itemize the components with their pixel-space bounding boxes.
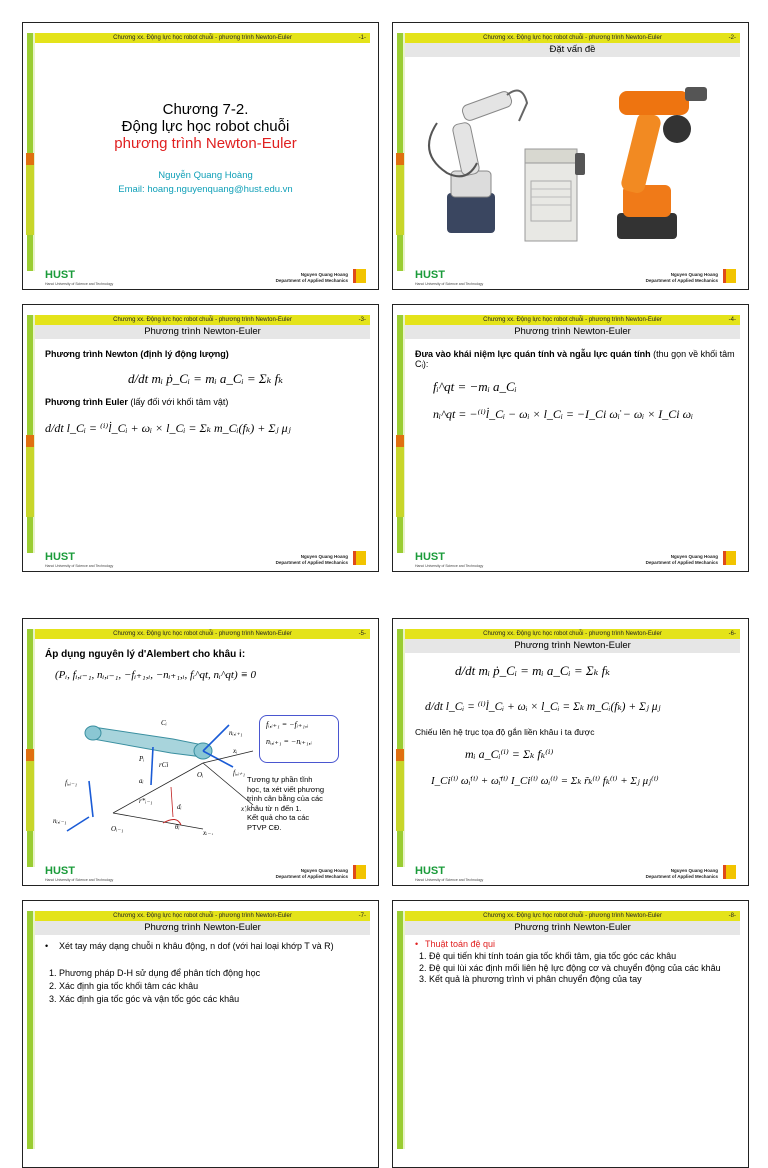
slide-4	[392, 304, 749, 572]
hust-subtitle: Hanoi University of Science and Technology	[415, 282, 484, 286]
slide-title: Phương trình Newton-Euler	[405, 325, 740, 339]
slide-side-bar-light	[403, 33, 405, 271]
euler-heading-note: (lấy đối với khối tâm vật)	[127, 397, 229, 407]
label-n-i-ip1: nᵢ,ᵢ₊₁	[229, 729, 243, 737]
step-item: 1. Đệ qui tiến khi tính toán gia tốc khối tâm, gia tốc góc các khâu	[429, 951, 736, 963]
footer-author: Nguyen Quang Hoang	[670, 272, 718, 277]
controller-cabinet-image	[525, 149, 585, 241]
chapter-subtitle: phương trình Newton-Euler	[114, 135, 297, 152]
hust-logo: HUST	[415, 551, 445, 563]
slide-6	[392, 618, 749, 886]
euler-heading	[45, 397, 366, 407]
inertia-intro-note: (thu gọn về khối tâm Cᵢ):	[415, 349, 735, 369]
footer-dept: Department of Applied Mechanics	[645, 874, 718, 879]
slide-side-bar-light	[403, 629, 405, 867]
bullet-item	[45, 941, 366, 951]
moment-vector-top	[203, 725, 229, 751]
footer-author: Nguyen Quang Hoang	[300, 868, 348, 873]
hust-logo: HUST	[45, 865, 75, 877]
newton-equation: d/dt mᵢ ṗ_Cᵢ = mᵢ a_Cᵢ = Σₖ fₖ	[455, 663, 610, 678]
slide-body	[415, 663, 736, 787]
axis-xprime-line	[203, 763, 253, 805]
slide-side-bar-light	[403, 911, 405, 1149]
slide-8	[392, 900, 749, 1168]
note-text	[247, 775, 324, 832]
projection-text: Chiếu lên hệ trục tọa độ gắn liền khâu i ta được	[415, 727, 595, 737]
reaction-force-eq: fᵢ,ᵢ₊₁ = −fᵢ₊₁,ᵢ	[266, 720, 309, 729]
side-tag-bar	[26, 761, 34, 831]
slide-side-bar-light	[33, 33, 35, 271]
slide-side-bar-light	[403, 315, 405, 553]
side-tag	[396, 153, 404, 165]
slide-1	[22, 22, 379, 290]
dept-logo	[723, 551, 736, 565]
slide-body	[415, 349, 736, 422]
slide-body	[45, 349, 366, 436]
slide-title: Phương trình Newton-Euler	[35, 921, 370, 935]
label-xprime-i: x'ᵢ	[241, 805, 247, 813]
slide-3	[22, 304, 379, 572]
label-f-i-im1: fᵢ,ᵢ₋₁	[65, 779, 78, 787]
slide-title: Đặt vấn đề	[405, 43, 740, 57]
slide-body	[415, 939, 736, 986]
euler-heading-bold: Phương trình Euler	[45, 397, 128, 407]
slide-header: Chương xx. Động lực học robot chuỗi - phương trình Newton-Euler	[405, 629, 740, 639]
weight-vector	[151, 747, 153, 785]
projected-newton-eq: mᵢ a_Cᵢ⁽ⁱ⁾ = Σₖ fₖ⁽ⁱ⁾	[465, 747, 554, 761]
slide-header: Chương xx. Động lực học robot chuỗi - phương trình Newton-Euler	[35, 911, 370, 921]
slide-number: -2-	[728, 35, 736, 41]
slide-header: Chương xx. Động lực học robot chuỗi - phương trình Newton-Euler	[35, 315, 370, 325]
dalembert-equation: (Pᵢ, fᵢ,ᵢ₋₁, nᵢ,ᵢ₋₁, −fᵢ₊₁,ᵢ, −nᵢ₊₁,ᵢ, fᵢ^qt, nᵢ^qt) ≡ 0	[55, 669, 257, 681]
slide-number: -8-	[728, 913, 736, 919]
bullet-text: Thuật toán đệ qui	[425, 939, 496, 949]
hust-logo: HUST	[45, 551, 75, 563]
note-line: Kết quả cho ta các	[247, 813, 310, 822]
bullet-item	[415, 939, 736, 949]
link-diagram	[53, 705, 263, 835]
hust-logo: HUST	[415, 269, 445, 281]
footer-dept: Department of Applied Mechanics	[275, 560, 348, 565]
chapter-number: Chương 7-2.	[162, 101, 249, 118]
label-x-im1: xᵢ₋₁	[203, 829, 214, 835]
footer-dept: Department of Applied Mechanics	[645, 560, 718, 565]
label-di: dᵢ	[177, 803, 182, 811]
projected-euler-eq: I_Ci⁽ⁱ⁾ ω̇ᵢ⁽ⁱ⁾ + ω̃ᵢ⁽ⁱ⁾ I_Ci⁽ⁱ⁾ ωᵢ⁽ⁱ⁾ = Σₖ r̃ₖ⁽ⁱ⁾ fₖ⁽ⁱ⁾ + Σⱼ μⱼ⁽ⁱ⁾	[431, 775, 659, 787]
slide-body	[45, 649, 366, 681]
step-item: 3. Xác định gia tốc góc và vận tốc góc các khâu	[59, 993, 366, 1006]
slide-number: -6-	[728, 631, 736, 637]
side-tag	[396, 749, 404, 761]
slide-number: -1-	[358, 35, 366, 41]
bullet-dot: •	[45, 941, 49, 951]
label-ai: aᵢ	[139, 777, 144, 785]
step-item: 2. Xác định gia tốc khối tâm các khâu	[59, 980, 366, 993]
dept-logo	[353, 551, 366, 565]
note-line: PTVP CĐ.	[247, 822, 282, 832]
inertia-force-equation: fᵢ^qt = −mᵢ a_Cᵢ	[433, 379, 517, 394]
reaction-moment-eq: nᵢ,ᵢ₊₁ = −nᵢ₊₁,ᵢ	[266, 737, 312, 746]
label-pi: Pᵢ	[139, 755, 145, 763]
hust-subtitle: Hanoi University of Science and Technology	[45, 878, 114, 882]
newton-heading: Phương trình Newton (định lý động lượng)	[45, 349, 229, 359]
reaction-box	[259, 715, 339, 763]
side-tag-bar	[26, 165, 34, 235]
side-tag-bar	[396, 165, 404, 235]
label-n-i-im1: nᵢ,ᵢ₋₁	[53, 817, 67, 825]
note-line: khâu từ n đến 1.	[247, 803, 302, 813]
hust-subtitle: Hanoi University of Science and Technology	[415, 564, 484, 568]
moment-vector-left	[67, 817, 89, 831]
dept-logo	[723, 269, 736, 283]
force-vector-left	[89, 781, 93, 817]
label-rci: rCi	[159, 761, 169, 769]
author-email: Email: hoang.nguyenquang@hust.edu.vn	[118, 184, 293, 195]
axis-xi-1-line	[113, 813, 203, 829]
slide-header: Chương xx. Động lực học robot chuỗi - phương trình Newton-Euler	[35, 33, 370, 43]
dalembert-heading: Áp dụng nguyên lý d'Alembert cho khâu i:	[45, 649, 246, 660]
orange-robot-image	[617, 87, 707, 239]
slide-2	[392, 22, 749, 290]
step-item: 2. Đệ qui lùi xác định mối liên hệ lực động cơ và chuyển động của các khâu	[429, 963, 736, 975]
label-xi: xᵢ	[233, 747, 238, 755]
title-block	[45, 101, 366, 195]
label-o-im1: Oᵢ₋₁	[111, 825, 124, 833]
chapter-title: Động lực học robot chuỗi	[121, 118, 290, 135]
slide-5	[22, 618, 379, 886]
slide-7	[22, 900, 379, 1168]
footer-dept: Department of Applied Mechanics	[275, 874, 348, 879]
hust-logo: HUST	[45, 269, 75, 281]
slide-number: -4-	[728, 317, 736, 323]
slide-side-bar-light	[33, 629, 35, 867]
note-line: học, ta xét viết phương	[247, 784, 325, 794]
axis-line-1	[113, 763, 203, 813]
footer-author: Nguyen Quang Hoang	[300, 272, 348, 277]
inertia-moment-equation: nᵢ^qt = −⁽ⁱ⁾l̇_Cᵢ − ωᵢ × l_Cᵢ = −I_Ci ω̇ᵢ − ωᵢ × I_Ci ωᵢ	[433, 407, 694, 421]
footer-dept: Department of Applied Mechanics	[275, 278, 348, 283]
side-tag	[26, 435, 34, 447]
slide-title: Phương trình Newton-Euler	[35, 325, 370, 339]
footer-dept: Department of Applied Mechanics	[645, 278, 718, 283]
side-tag	[396, 435, 404, 447]
link-body	[85, 726, 212, 759]
label-theta: θᵢ	[175, 823, 180, 831]
slide-side-bar-light	[33, 911, 35, 1149]
side-tag-bar	[26, 447, 34, 517]
frame-lines	[113, 751, 253, 829]
euler-equation: d/dt l_Cᵢ = ⁽ⁱ⁾l̇_Cᵢ + ωᵢ × l_Cᵢ = Σₖ m_Cᵢ(fₖ) + Σⱼ μⱼ	[425, 701, 661, 713]
dept-logo	[723, 865, 736, 879]
author-name: Nguyễn Quang Hoàng	[158, 170, 253, 181]
label-f-i-ip1: fᵢ,ᵢ₊₁	[233, 769, 246, 777]
step-item: 3. Kết quả là phương trình vi phân chuyển động của tay	[429, 974, 736, 986]
hust-subtitle: Hanoi University of Science and Technology	[45, 564, 114, 568]
bullet-text: Xét tay máy dạng chuỗi n khâu động, n dof (với hai loại khớp T và R)	[59, 941, 334, 951]
footer-author: Nguyen Quang Hoang	[670, 868, 718, 873]
dept-logo	[353, 269, 366, 283]
hust-subtitle: Hanoi University of Science and Technology	[415, 878, 484, 882]
side-tag	[26, 749, 34, 761]
slide-header: Chương xx. Động lực học robot chuỗi - phương trình Newton-Euler	[35, 629, 370, 639]
note-line: Tương tự phần tĩnh	[247, 775, 313, 784]
steps-list	[415, 951, 736, 986]
slide-number: -5-	[358, 631, 366, 637]
side-tag	[26, 153, 34, 165]
slide-number: -3-	[358, 317, 366, 323]
dept-logo	[353, 865, 366, 879]
offset-line	[171, 787, 173, 817]
bullet-dot: •	[415, 939, 419, 949]
footer-author: Nguyen Quang Hoang	[670, 554, 718, 559]
slide-header: Chương xx. Động lực học robot chuỗi - phương trình Newton-Euler	[405, 315, 740, 325]
euler-equation: d/dt l_Cᵢ = ⁽ⁱ⁾l̇_Cᵢ + ωᵢ × l_Cᵢ = Σₖ m_Cᵢ(fₖ) + Σⱼ μⱼ	[45, 421, 291, 435]
side-tag-bar	[396, 761, 404, 831]
slide-header: Chương xx. Động lực học robot chuỗi - phương trình Newton-Euler	[405, 911, 740, 921]
note-line: trình cân bằng của các	[247, 794, 323, 803]
steps-list	[45, 967, 366, 1006]
slide-body	[45, 941, 366, 1006]
label-oi: Oᵢ	[197, 771, 204, 779]
robot-images	[407, 63, 743, 255]
hust-logo: HUST	[415, 865, 445, 877]
slide-number: -7-	[358, 913, 366, 919]
label-r-star: r*ᵢ₋₁	[139, 797, 153, 805]
step-item: 1. Phương pháp D-H sử dụng để phân tích động học	[59, 967, 366, 980]
side-tag-bar	[396, 447, 404, 517]
inertia-intro	[415, 349, 736, 369]
slide-title: Phương trình Newton-Euler	[405, 921, 740, 935]
footer-author: Nguyen Quang Hoang	[300, 554, 348, 559]
inertia-intro-bold: Đưa vào khái niệm lực quán tính và ngẫu lực quán tính	[415, 349, 651, 359]
label-ci: Cᵢ	[161, 719, 167, 727]
slide-header: Chương xx. Động lực học robot chuỗi - phương trình Newton-Euler	[405, 33, 740, 43]
slide-title: Phương trình Newton-Euler	[405, 639, 740, 653]
white-robot-image	[429, 90, 527, 233]
newton-equation: d/dt mᵢ ṗ_Cᵢ = mᵢ a_Cᵢ = Σₖ fₖ	[128, 371, 283, 386]
slide-side-bar-light	[33, 315, 35, 553]
hust-subtitle: Hanoi University of Science and Technology	[45, 282, 114, 286]
